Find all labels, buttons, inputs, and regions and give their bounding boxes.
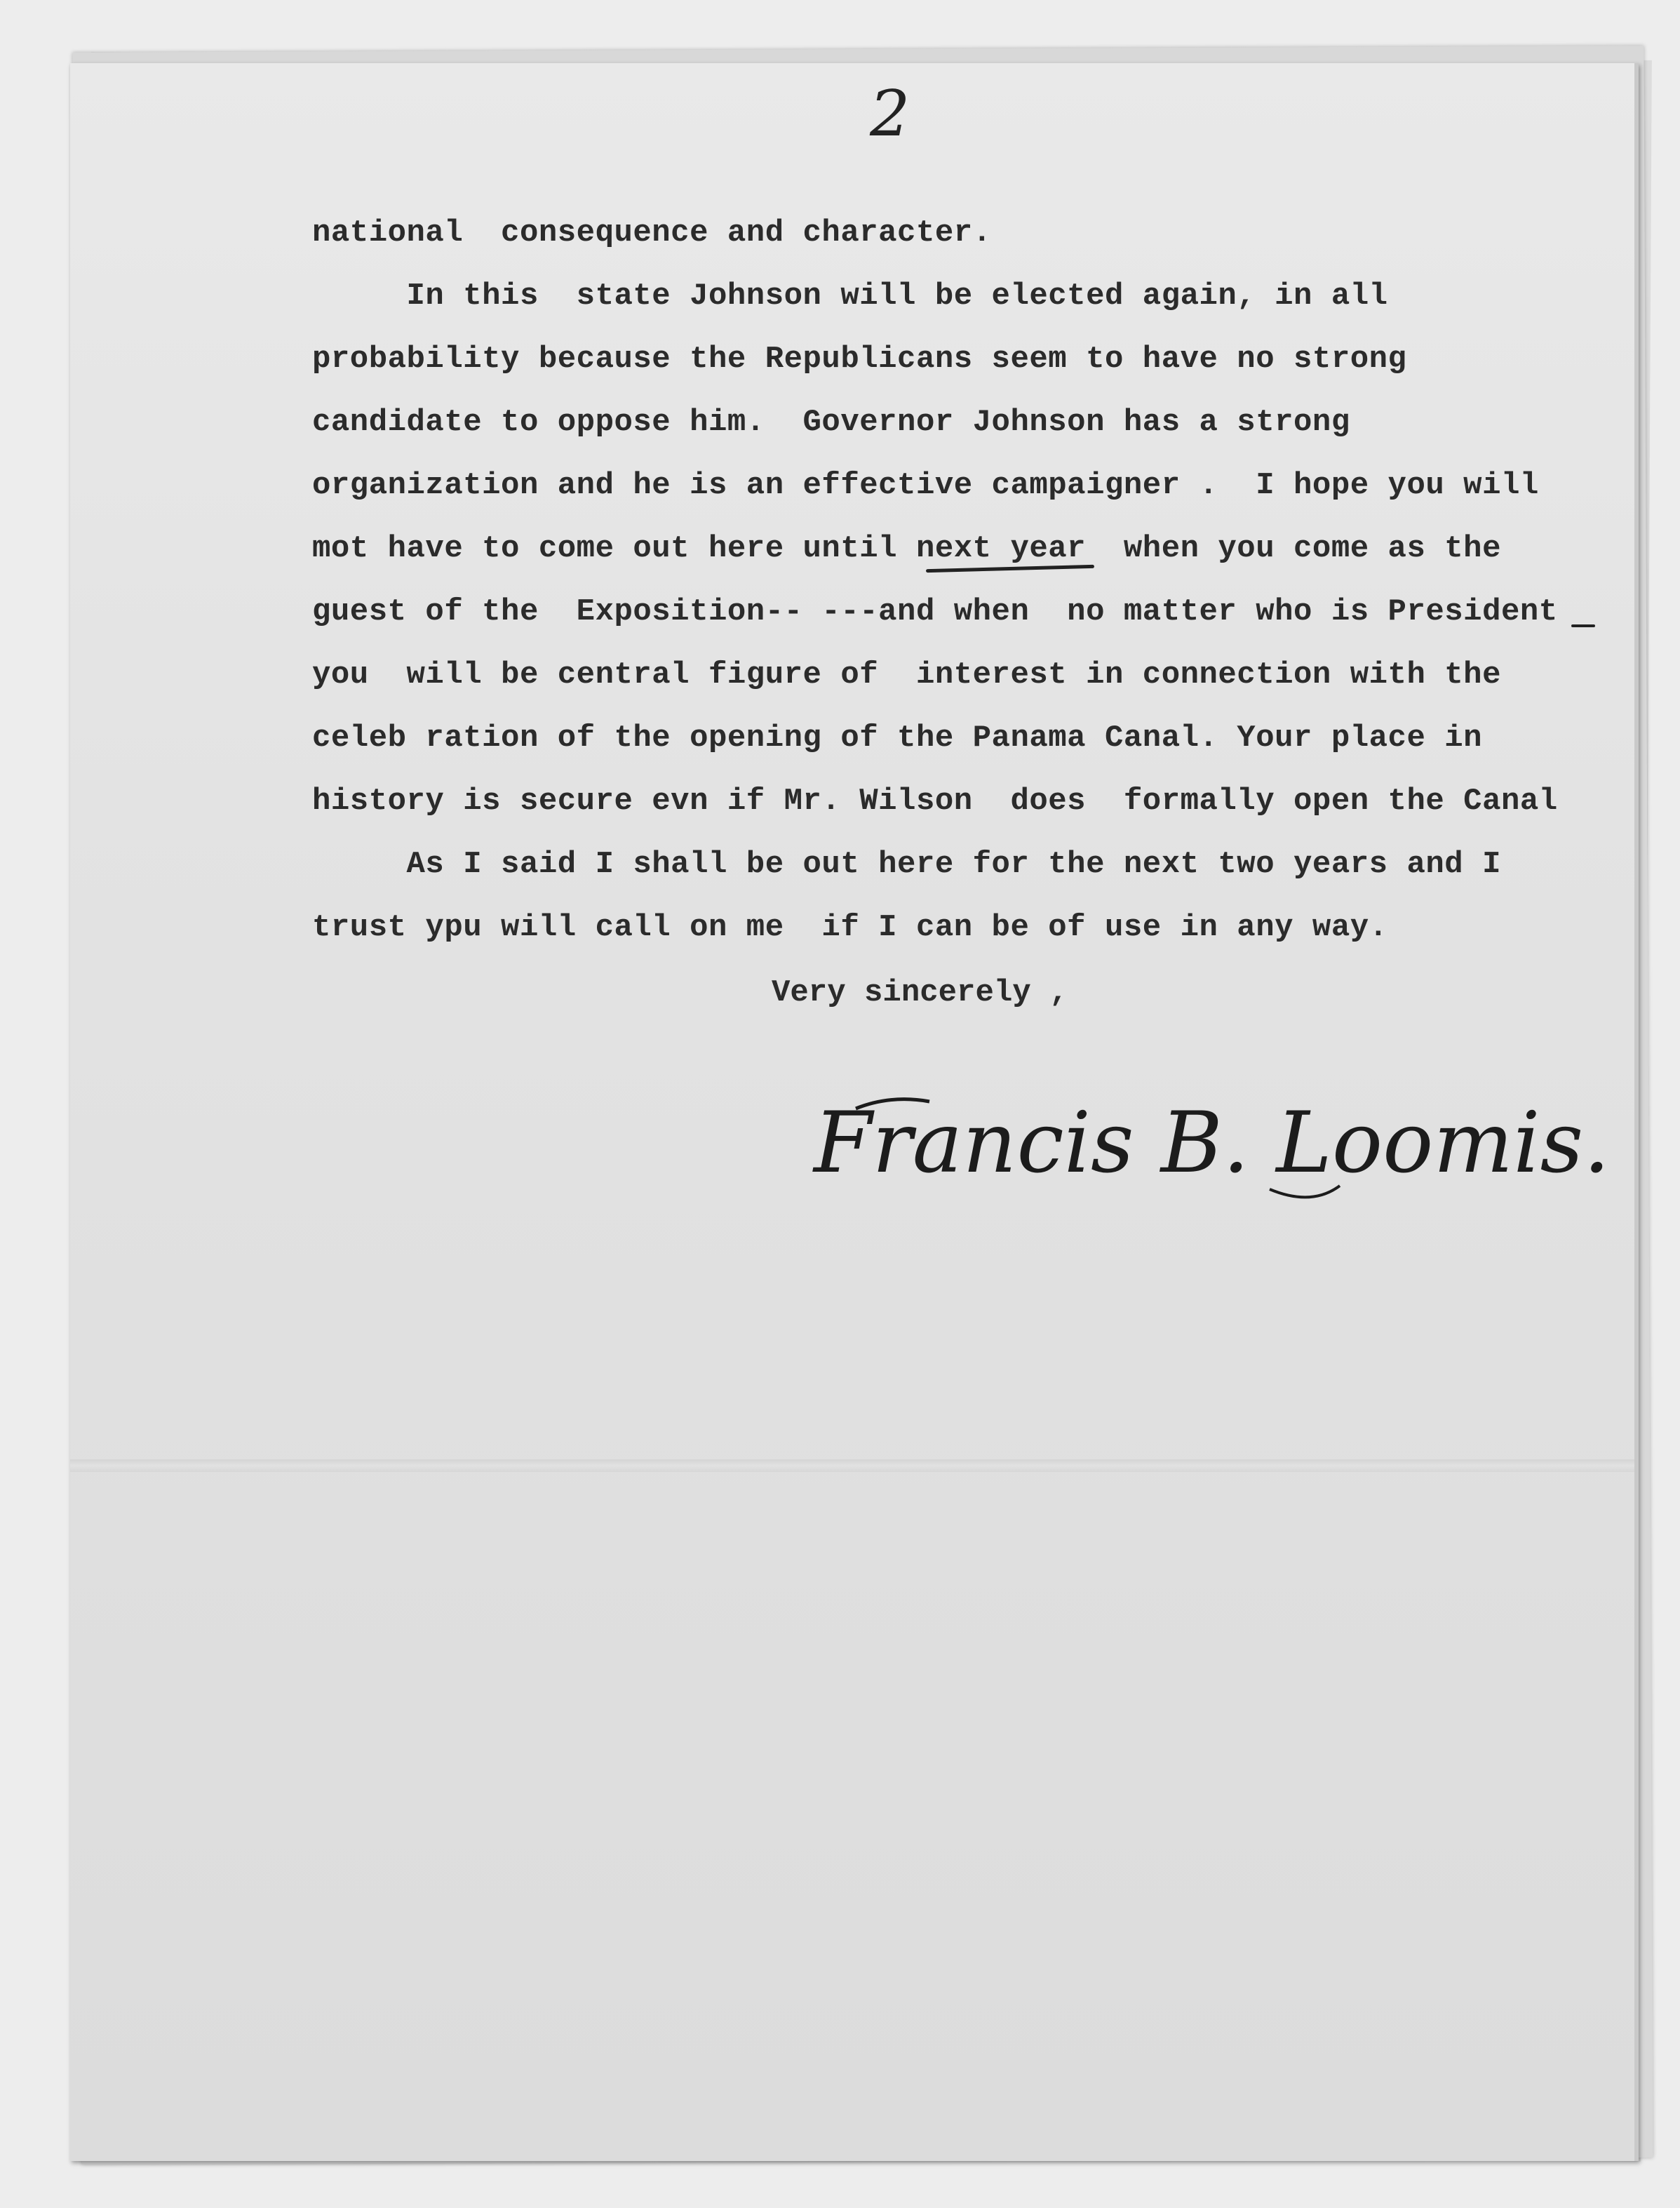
text-line: probability because the Republicans seem to have no strong <box>312 342 1407 377</box>
text-line: celeb ration of the opening of the Panama Canal. Your place in <box>312 721 1483 756</box>
text-line: In this state Johnson will be elected again, in all <box>312 279 1388 314</box>
text-line: organization and he is an effective campaigner . I hope you will <box>312 468 1539 503</box>
text-line: history is secure evn if Mr. Wilson does formally open the Canal <box>312 784 1558 819</box>
letter-page <box>70 63 1639 2161</box>
text-line: you will be central figure of interest in connection with the <box>312 657 1501 692</box>
text-line: mot have to come out here until next year when you come as the <box>312 531 1501 566</box>
text-line: trust ypu will call on me if I can be of use in any way. <box>312 910 1388 945</box>
paper-fold <box>70 1459 1634 1472</box>
text-line: guest of the Exposition-- ---and when no matter who is President <box>312 594 1558 629</box>
closing-salutation: Very sincerely , <box>772 975 1068 1010</box>
text-line: national consequence and character. <box>312 215 992 250</box>
handwritten-signature <box>807 1066 1611 1235</box>
signature-text: Francis B. Loomis. <box>814 1095 1611 1192</box>
page-number: 2 <box>870 77 910 151</box>
signature-image <box>807 1066 1611 1235</box>
text-line: candidate to oppose him. Governor Johnson has a strong <box>312 405 1350 440</box>
margin-dash <box>1571 624 1595 627</box>
text-line: As I said I shall be out here for the next two years and I <box>312 847 1501 882</box>
